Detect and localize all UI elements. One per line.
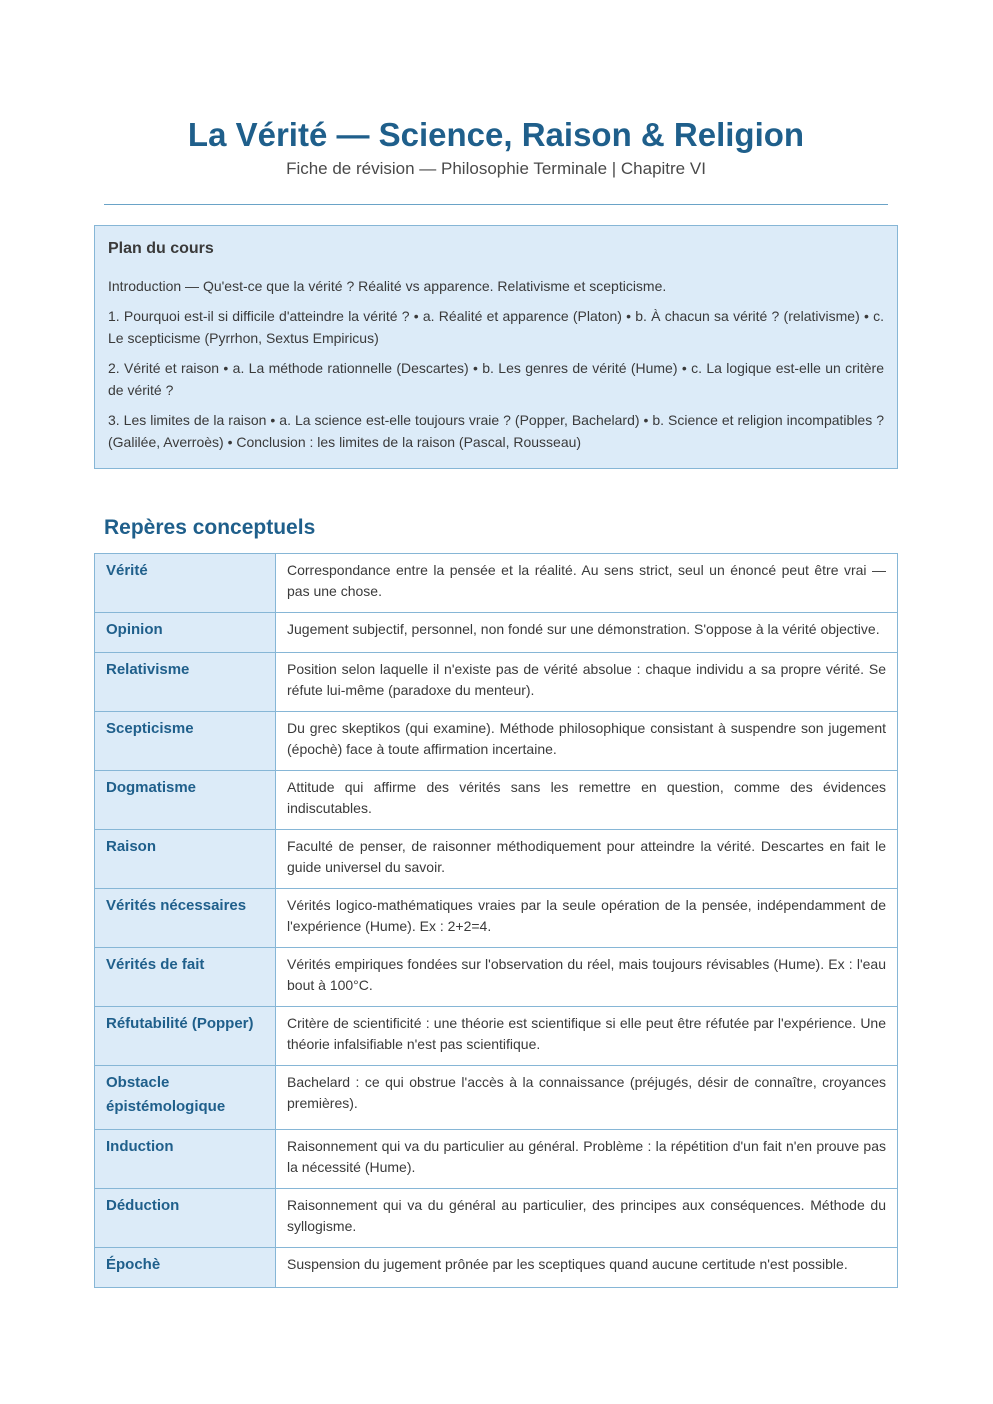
concept-term: Vérités nécessaires	[95, 889, 276, 948]
concept-term: Obstacle épistémologique	[95, 1066, 276, 1130]
table-row	[95, 1248, 898, 1288]
concept-term: Déduction	[95, 1189, 276, 1248]
table-row	[95, 554, 898, 613]
concept-term: Induction	[95, 1130, 276, 1189]
plan-box	[94, 225, 898, 469]
document-title: La Vérité — Science, Raison & Religion	[187, 116, 805, 153]
concept-definition: Critère de scientificité : une théorie est scientifique si elle peut être réfutée par l'expérience. Une théorie infalsifiable n'est pas scientifique.	[276, 1007, 898, 1066]
table-row	[95, 771, 898, 830]
concept-definition: Raisonnement qui va du particulier au général. Problème : la répétition d'un fait n'en prouve pas la nécessité (Hume).	[276, 1130, 898, 1189]
table-row	[95, 613, 898, 653]
plan-item-2: 2. Vérité et raison • a. La méthode rationnelle (Descartes) • b. Les genres de vérité (Hume) • c. La logique est-elle un critère de vérité ?	[108, 360, 884, 398]
concept-definition: Attitude qui affirme des vérités sans les remettre en question, comme des évidences indiscutables.	[276, 771, 898, 830]
concept-definition: Vérités logico-mathématiques vraies par la seule opération de la pensée, indépendamment de l'expérience (Hume). Ex : 2+2=4.	[276, 889, 898, 948]
concept-definition: Suspension du jugement prônée par les sceptiques quand aucune certitude n'est possible.	[276, 1248, 898, 1288]
table-row	[95, 1130, 898, 1189]
concepts-table	[94, 553, 898, 1288]
plan-item-intro: Introduction — Qu'est-ce que la vérité ? Réalité vs apparence. Relativisme et scepticisme.	[108, 278, 667, 294]
table-row	[95, 1066, 898, 1130]
table-row	[95, 712, 898, 771]
concept-definition: Raisonnement qui va du général au particulier, des principes aux conséquences. Méthode du syllogisme.	[276, 1189, 898, 1248]
concept-definition: Correspondance entre la pensée et la réalité. Au sens strict, seul un énoncé peut être vrai — pas une chose.	[276, 554, 898, 613]
table-row	[95, 889, 898, 948]
plan-item-1: 1. Pourquoi est-il si difficile d'atteindre la vérité ? • a. Réalité et apparence (Platon) • b. À chacun sa vérité ? (relativisme) • c. Le scepticisme (Pyrrhon, Sextus Empiricus)	[108, 308, 884, 346]
concept-definition: Vérités empiriques fondées sur l'observation du réel, mais toujours révisables (Hume). Ex : l'eau bout à 100°C.	[276, 948, 898, 1007]
plan-item-3: 3. Les limites de la raison • a. La science est-elle toujours vraie ? (Popper, Bachelard) • b. Science et religion incompatibles ? (Galilée, Averroès) • Conclusion : les limites de la raison (Pascal, Rousseau)	[108, 412, 884, 450]
document-subtitle: Fiche de révision — Philosophie Terminale | Chapitre VI	[286, 159, 706, 178]
concept-term: Opinion	[95, 613, 276, 653]
plan-title: Plan du cours	[108, 240, 214, 257]
concept-definition: Jugement subjectif, personnel, non fondé sur une démonstration. S'oppose à la vérité objective.	[276, 613, 898, 653]
section-title-concepts: Repères conceptuels	[104, 516, 316, 539]
concept-term: Relativisme	[95, 653, 276, 712]
table-row	[95, 1007, 898, 1066]
table-row	[95, 653, 898, 712]
concept-definition: Position selon laquelle il n'existe pas de vérité absolue : chaque individu a sa propre vérité. Se réfute lui-même (paradoxe du menteur).	[276, 653, 898, 712]
concept-definition: Faculté de penser, de raisonner méthodiquement pour atteindre la vérité. Descartes en fait le guide universel du savoir.	[276, 830, 898, 889]
document-page	[94, 0, 898, 1288]
concept-term: Réfutabilité (Popper)	[95, 1007, 276, 1066]
concept-term: Scepticisme	[95, 712, 276, 771]
table-row	[95, 948, 898, 1007]
table-row	[95, 1189, 898, 1248]
concept-term: Épochè	[95, 1248, 276, 1288]
header-divider	[104, 204, 888, 205]
concept-term: Vérités de fait	[95, 948, 276, 1007]
table-row	[95, 830, 898, 889]
concept-term: Dogmatisme	[95, 771, 276, 830]
concept-definition: Bachelard : ce qui obstrue l'accès à la connaissance (préjugés, désir de connaître, croyances premières).	[276, 1066, 898, 1130]
concept-term: Raison	[95, 830, 276, 889]
concept-definition: Du grec skeptikos (qui examine). Méthode philosophique consistant à suspendre son jugement (épochè) face à toute affirmation incertaine.	[276, 712, 898, 771]
concept-term: Vérité	[95, 554, 276, 613]
document-header	[94, 0, 898, 180]
